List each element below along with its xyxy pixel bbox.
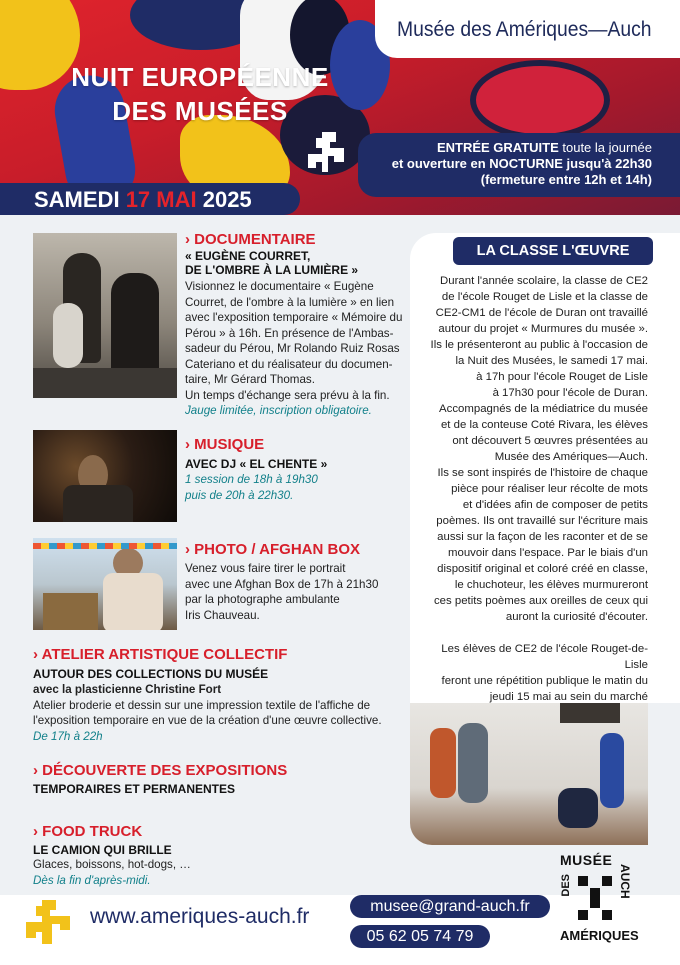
email-link[interactable]: musee@grand-auch.fr <box>350 895 550 918</box>
classe-line: Ils le présenteront au public à l'occasion de <box>430 339 648 351</box>
logo-text-bottom: AMÉRIQUES <box>560 928 639 943</box>
atelier-line: Atelier broderie et dessin sur une impression textile de l'affiche de <box>33 698 371 712</box>
photo-line: avec une Afghan Box de 17h à 21h30 <box>185 577 379 591</box>
chakana-yellow-icon <box>24 898 74 950</box>
musique-time-2: puis de 20h à 22h30. <box>185 488 294 502</box>
classe-photo <box>410 703 648 845</box>
classe-line: Durant l'année scolaire, la classe de CE2 <box>440 275 648 287</box>
musique-times <box>185 472 405 503</box>
classe-line: de l'école Rouget de Lisle et la classe de <box>441 291 648 303</box>
documentaire-line: avec l'exposition temporaire « Mémoire du <box>185 311 403 324</box>
musique-subtitle: AVEC DJ « EL CHENTE » <box>185 457 328 471</box>
chakana-white-icon <box>306 130 352 176</box>
atelier-subtitle: AUTOUR DES COLLECTIONS DU MUSÉE <box>33 667 269 681</box>
classe-line: Ils se sont inspirés de l'histoire de chaque <box>437 467 648 479</box>
musique-title: › MUSIQUE <box>185 436 265 453</box>
documentaire-line: Courret, de l'ombre à la lumière » en lien <box>185 295 395 309</box>
title-line-1: NUIT EUROPÉENNE <box>71 62 329 92</box>
afghan-box-photo <box>33 538 177 630</box>
documentaire-note: Jauge limitée, inscription obligatoire. <box>185 404 372 417</box>
classe-line: mouvoir dans l'espace. Par le biais d'un <box>448 547 648 559</box>
photo-body <box>185 561 405 623</box>
logo-text-left: DES <box>560 874 572 897</box>
documentaire-body <box>185 279 405 419</box>
classe-line: à 17h30 pour l'école de Duran. <box>492 387 648 399</box>
atelier-line: l'exposition temporaire en vue de la création d'une œuvre collective. <box>33 714 382 727</box>
classe-line: et de la conteuse Coté Rivara, les élèves <box>440 419 648 431</box>
date-prefix: SAMEDI <box>34 187 126 212</box>
documentaire-line: Un temps d'échange sera prévu à la fin. <box>185 388 390 402</box>
documentaire-line: Visionnez le documentaire « Eugène <box>185 280 374 293</box>
food-body <box>33 857 333 888</box>
classe-line: ces petits poèmes aux oreilles de ceux qui <box>433 595 648 607</box>
spacer <box>418 625 648 641</box>
atelier-time: De 17h à 22h <box>33 729 103 743</box>
classe-line: la Nuit des Musées, le samedi 17 mai. <box>455 355 648 367</box>
classe-line: poèmes. Ils ont travaillé sur l'écriture mais <box>436 515 648 527</box>
food-subtitle: LE CAMION QUI BRILLE <box>33 843 172 857</box>
entry-day: toute la journée <box>558 140 652 155</box>
date-highlight: 17 MAI <box>125 187 197 212</box>
musique-photo <box>33 430 177 522</box>
musique-time-1: 1 session de 18h à 19h30 <box>185 473 318 486</box>
phone-number[interactable]: 05 62 05 74 79 <box>350 925 490 948</box>
classe-line: ont découvert 5 œuvres présentées au <box>452 435 648 447</box>
red-ring-shape <box>470 60 610 140</box>
documentaire-title: › DOCUMENTAIRE <box>185 231 316 248</box>
decouverte-title: › DÉCOUVERTE DES EXPOSITIONS <box>33 762 288 779</box>
atelier-title: › ATELIER ARTISTIQUE COLLECTIF <box>33 646 288 663</box>
decouverte-subtitle: TEMPORAIRES ET PERMANENTES <box>33 782 236 796</box>
classe-line: auront la curiosité d'écouter. <box>505 611 648 623</box>
documentaire-photo <box>33 233 177 398</box>
website-link[interactable]: www.ameriques-auch.fr <box>90 905 310 928</box>
classe-line: dispositif original et coloré créé en classe, <box>437 563 648 575</box>
classe-line: feront une répétition publique le matin du <box>441 675 648 687</box>
photo-line: Iris Chauveau. <box>185 608 260 622</box>
classe-line: Les élèves de CE2 de l'école Rouget-de-Lisle <box>441 643 648 671</box>
classe-line: le chuchoteur, les élèves murmureront <box>454 579 648 591</box>
title-line-2: DES MUSÉES <box>112 96 288 126</box>
classe-line: aussi sur la façon de les raconter et de se <box>437 531 648 543</box>
museum-name: Musée des Amériques—Auch <box>397 18 652 41</box>
documentaire-line: taire, Mr Gérard Thomas. <box>185 373 315 386</box>
classe-line: à 17h pour l'école Rouget de Lisle <box>476 371 648 383</box>
entry-line-3: (fermeture entre 12h et 14h) <box>480 172 652 187</box>
classe-title: LA CLASSE L'ŒUVRE <box>453 237 653 265</box>
event-title <box>40 60 360 128</box>
documentaire-line: Cateriano et du réalisateur du documen- <box>185 357 393 371</box>
documentaire-line: sadeur du Pérou, Mr Rolando Ruiz Rosas <box>185 342 400 355</box>
entry-line-2: et ouverture en NOCTURNE jusqu'à 22h30 <box>391 156 652 171</box>
food-line: Glaces, boissons, hot-dogs, … <box>33 858 191 871</box>
logo-text-top: MUSÉE <box>560 852 613 868</box>
photo-title: › PHOTO / AFGHAN BOX <box>185 541 361 558</box>
museum-logo <box>560 852 640 948</box>
date-band <box>0 183 300 215</box>
logo-chakana-icon <box>578 876 614 920</box>
documentaire-sub-2: DE L'OMBRE À LA LUMIÈRE » <box>185 263 359 277</box>
classe-line: Musée des Amériques—Auch. <box>494 451 648 463</box>
classe-line: Accompagnés de la médiatrice du musée <box>439 403 648 415</box>
photo-line: par la photographe ambulante <box>185 593 340 606</box>
entry-line-1 <box>358 140 652 156</box>
entry-info-box <box>358 133 680 197</box>
museum-name-tab <box>375 0 680 58</box>
atelier-artist: avec la plasticienne Christine Fort <box>33 683 222 696</box>
classe-text <box>418 273 648 721</box>
documentaire-subtitle <box>185 249 358 277</box>
entry-free: ENTRÉE GRATUITE <box>436 140 559 155</box>
photo-line: Venez vous faire tirer le portrait <box>185 562 346 575</box>
documentaire-sub-1: « EUGÈNE COURRET, <box>185 249 311 263</box>
food-title: › FOOD TRUCK <box>33 823 143 840</box>
classe-line: pièce pour réaliser leur récolte de mots <box>451 483 648 495</box>
date-suffix: 2025 <box>196 187 252 212</box>
classe-line: jeudi 15 mai au sein du marché <box>489 691 648 703</box>
atelier-body <box>33 682 403 744</box>
classe-line: et d'idées afin de composer de petits <box>462 499 648 511</box>
classe-line: autour du projet « Murmures du musée ». <box>438 323 648 335</box>
documentaire-line: Pérou » à 16h. En présence de l'Ambas- <box>185 326 394 340</box>
food-time: Dès la fin d'après-midi. <box>33 873 151 887</box>
logo-text-right: AUCH <box>618 864 632 899</box>
classe-line: CE2-CM1 de l'école de Duran ont travaillé <box>435 307 648 319</box>
event-date <box>34 187 252 213</box>
